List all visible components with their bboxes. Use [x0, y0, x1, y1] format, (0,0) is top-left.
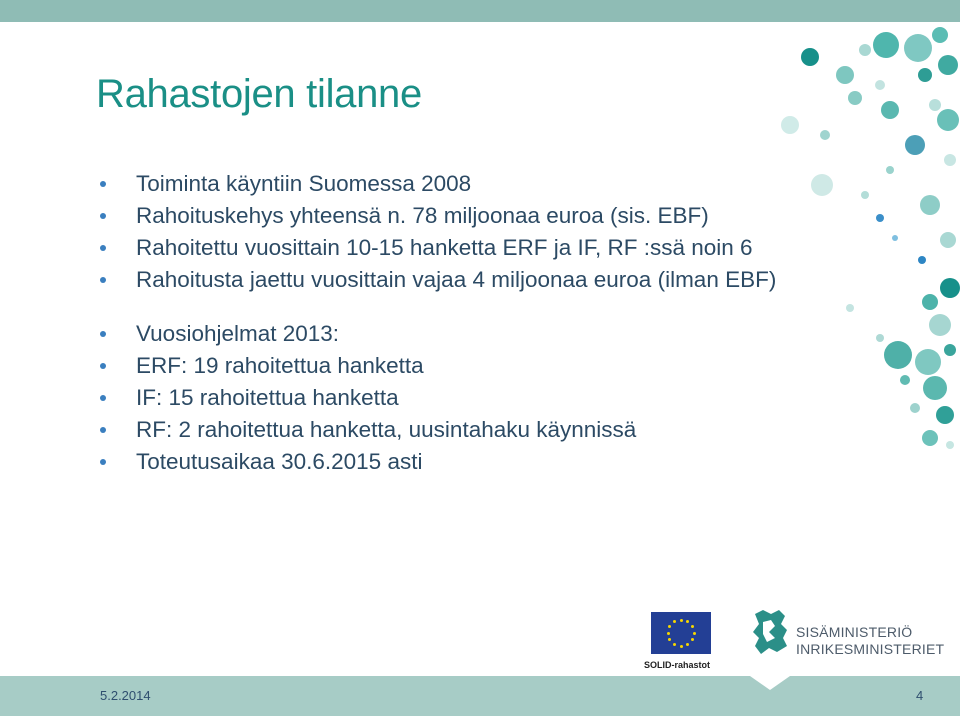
bullet-dot-icon: [100, 181, 106, 187]
bullet-dot-icon: [100, 395, 106, 401]
eu-star-icon: [673, 643, 676, 646]
eu-star-icon: [667, 632, 670, 635]
bullet-dot-icon: [100, 427, 106, 433]
eu-star-icon: [691, 638, 694, 641]
list-spacer: [100, 296, 860, 318]
slide-title: Rahastojen tilanne: [96, 72, 422, 116]
top-bar: [0, 0, 960, 22]
bullet-dot-icon: [100, 459, 106, 465]
list-item: Toiminta käyntiin Suomessa 2008: [100, 168, 860, 200]
ministry-name-line1: SISÄMINISTERIÖ: [796, 624, 913, 640]
bullet-dot-icon: [100, 245, 106, 251]
eu-star-icon: [673, 620, 676, 623]
eu-star-icon: [680, 645, 683, 648]
bullet-dot-icon: [100, 363, 106, 369]
list-item: Rahoitettu vuosittain 10-15 hanketta ERF ja IF, RF :ssä noin 6: [100, 232, 860, 264]
eu-star-icon: [686, 643, 689, 646]
bullet-list: [100, 168, 860, 478]
eu-star-icon: [668, 638, 671, 641]
ministry-name: [796, 624, 944, 658]
bottom-bar-notch: [750, 676, 790, 690]
list-item: IF: 15 rahoitettua hanketta: [100, 382, 860, 414]
ministry-name-line2: INRIKESMINISTERIET: [796, 641, 945, 657]
list-item: Rahoitusta jaettu vuosittain vajaa 4 miljoonaa euroa (ilman EBF): [100, 264, 860, 296]
footer-date: 5.2.2014: [100, 688, 151, 703]
list-item: RF: 2 rahoitettua hanketta, uusintahaku käynnissä: [100, 414, 860, 446]
eu-flag-icon: [651, 612, 711, 654]
bullet-dot-icon: [100, 277, 106, 283]
eu-caption: SOLID-rahastot: [644, 660, 711, 670]
bullet-dot-icon: [100, 331, 106, 337]
eu-star-icon: [691, 625, 694, 628]
list-item: Rahoituskehys yhteensä n. 78 miljoonaa euroa (sis. EBF): [100, 200, 860, 232]
ministry-lion-icon: [749, 606, 791, 658]
eu-star-icon: [668, 625, 671, 628]
list-item: Vuosiohjelmat 2013:: [100, 318, 860, 350]
eu-star-icon: [686, 620, 689, 623]
eu-star-icon: [693, 632, 696, 635]
page-number: 4: [916, 688, 924, 703]
list-item: Toteutusaikaa 30.6.2015 asti: [100, 446, 860, 478]
list-item: ERF: 19 rahoitettua hanketta: [100, 350, 860, 382]
bullet-dot-icon: [100, 213, 106, 219]
eu-star-icon: [680, 619, 683, 622]
